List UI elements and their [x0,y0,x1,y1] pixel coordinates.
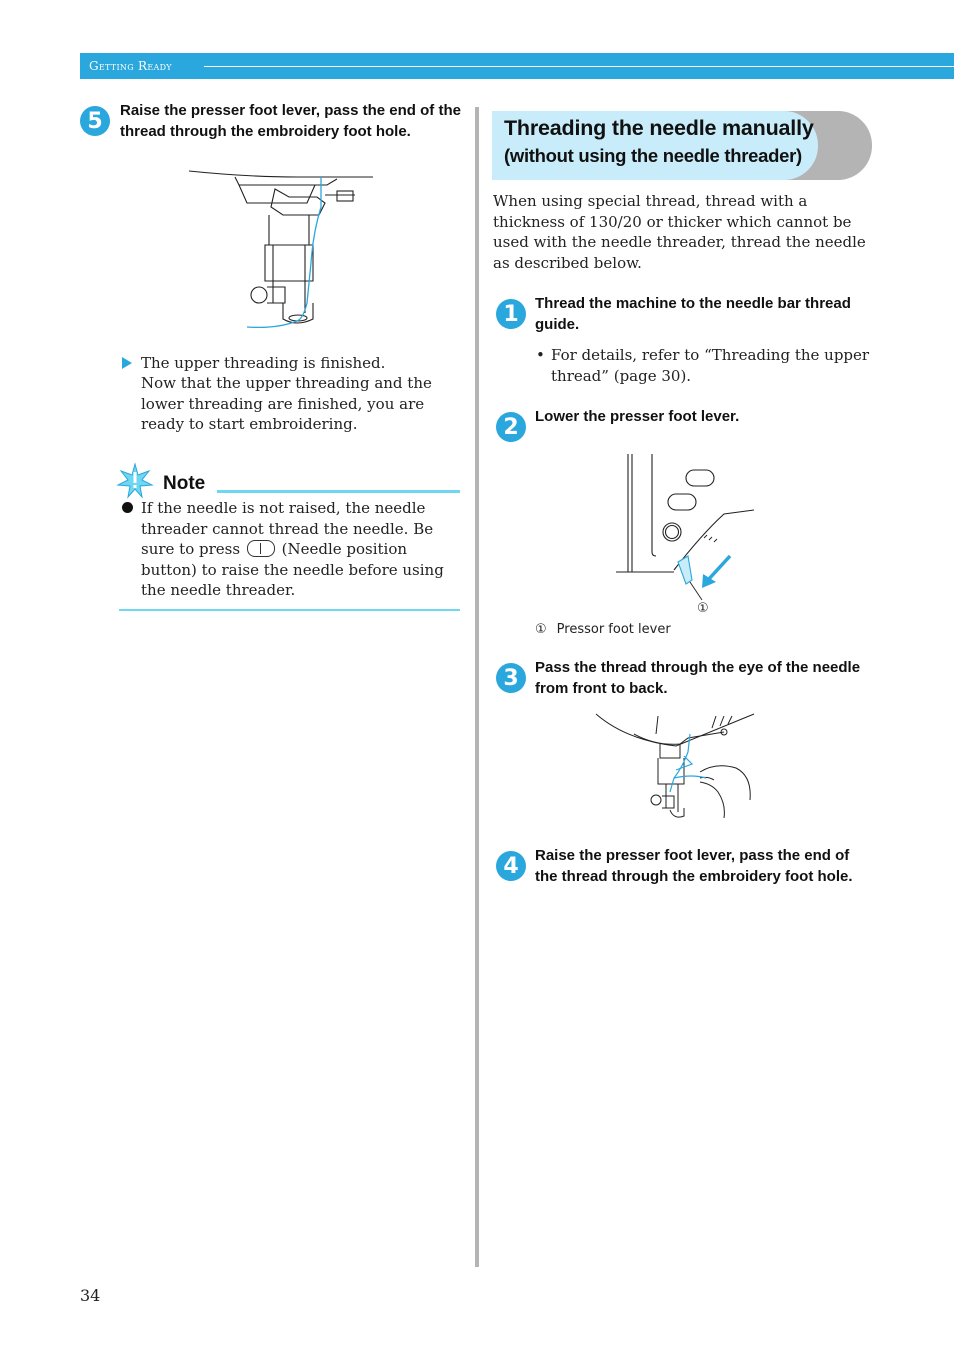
step-5-badge: 5 [80,106,110,136]
intro-paragraph: When using special thread, thread with a thickness of 130/20 or thicker which cannot be used with the needle threader, thread the needle as described below. [493,192,866,272]
note-text [141,498,456,601]
step-4-badge: 4 [496,851,526,881]
needle-position-button-icon [247,540,275,557]
note-star-icon [117,463,153,499]
section-title: Getting Ready [89,59,172,73]
step-4-text: Raise the presser foot lever, pass the end of the thread through the embroidery foot hole. [535,847,853,885]
note-text-before: If the needle is not raised, the needle threader cannot thread the needle. Be sure to press [141,499,434,558]
caption-label: Pressor foot lever [556,622,671,637]
needle-threading-illustration [596,712,756,822]
section-heading [492,111,872,180]
heading-subtitle: (without using the needle threader) [504,145,802,166]
note-title: Note [163,473,206,494]
step-1-badge: 1 [496,299,526,329]
result-line-2: Now that the upper threading and the lower threading are finished, you are ready to start embroidering. [141,374,432,433]
step-3-badge: 3 [496,663,526,693]
caption-marker: ① [535,622,547,637]
result-line-1: The upper threading is finished. [141,354,386,372]
presser-foot-lever-illustration [612,452,757,617]
note-text-after: (Needle position button) to raise the needle before using the needle threader. [141,540,444,599]
page-number: 34 [80,1286,101,1305]
arrow-right-icon [122,357,132,369]
embroidery-foot-illustration [187,163,377,338]
step-1-text: Thread the machine to the needle bar thread guide. [535,295,851,333]
heading-title: Threading the needle manually [504,116,814,140]
column-divider [475,107,479,1267]
header-bar [80,53,954,79]
figure-caption [535,622,775,637]
step-3-text: Pass the thread through the eye of the needle from front to back. [535,659,861,697]
bullet-dot: • [536,346,545,364]
step-5-text: Raise the presser foot lever, pass the end of the thread through the embroidery foot hole. [120,102,461,140]
note-bottom-rule [119,609,460,611]
step-1-detail: For details, refer to “Threading the upper thread” (page 30). [551,346,870,385]
step-2-text: Lower the presser foot lever. [535,408,740,425]
note-top-rule [217,490,460,493]
lever-callout: ① [697,601,709,616]
step-2-badge: 2 [496,412,526,442]
bullet-icon [122,502,133,513]
header-rule [204,66,954,67]
